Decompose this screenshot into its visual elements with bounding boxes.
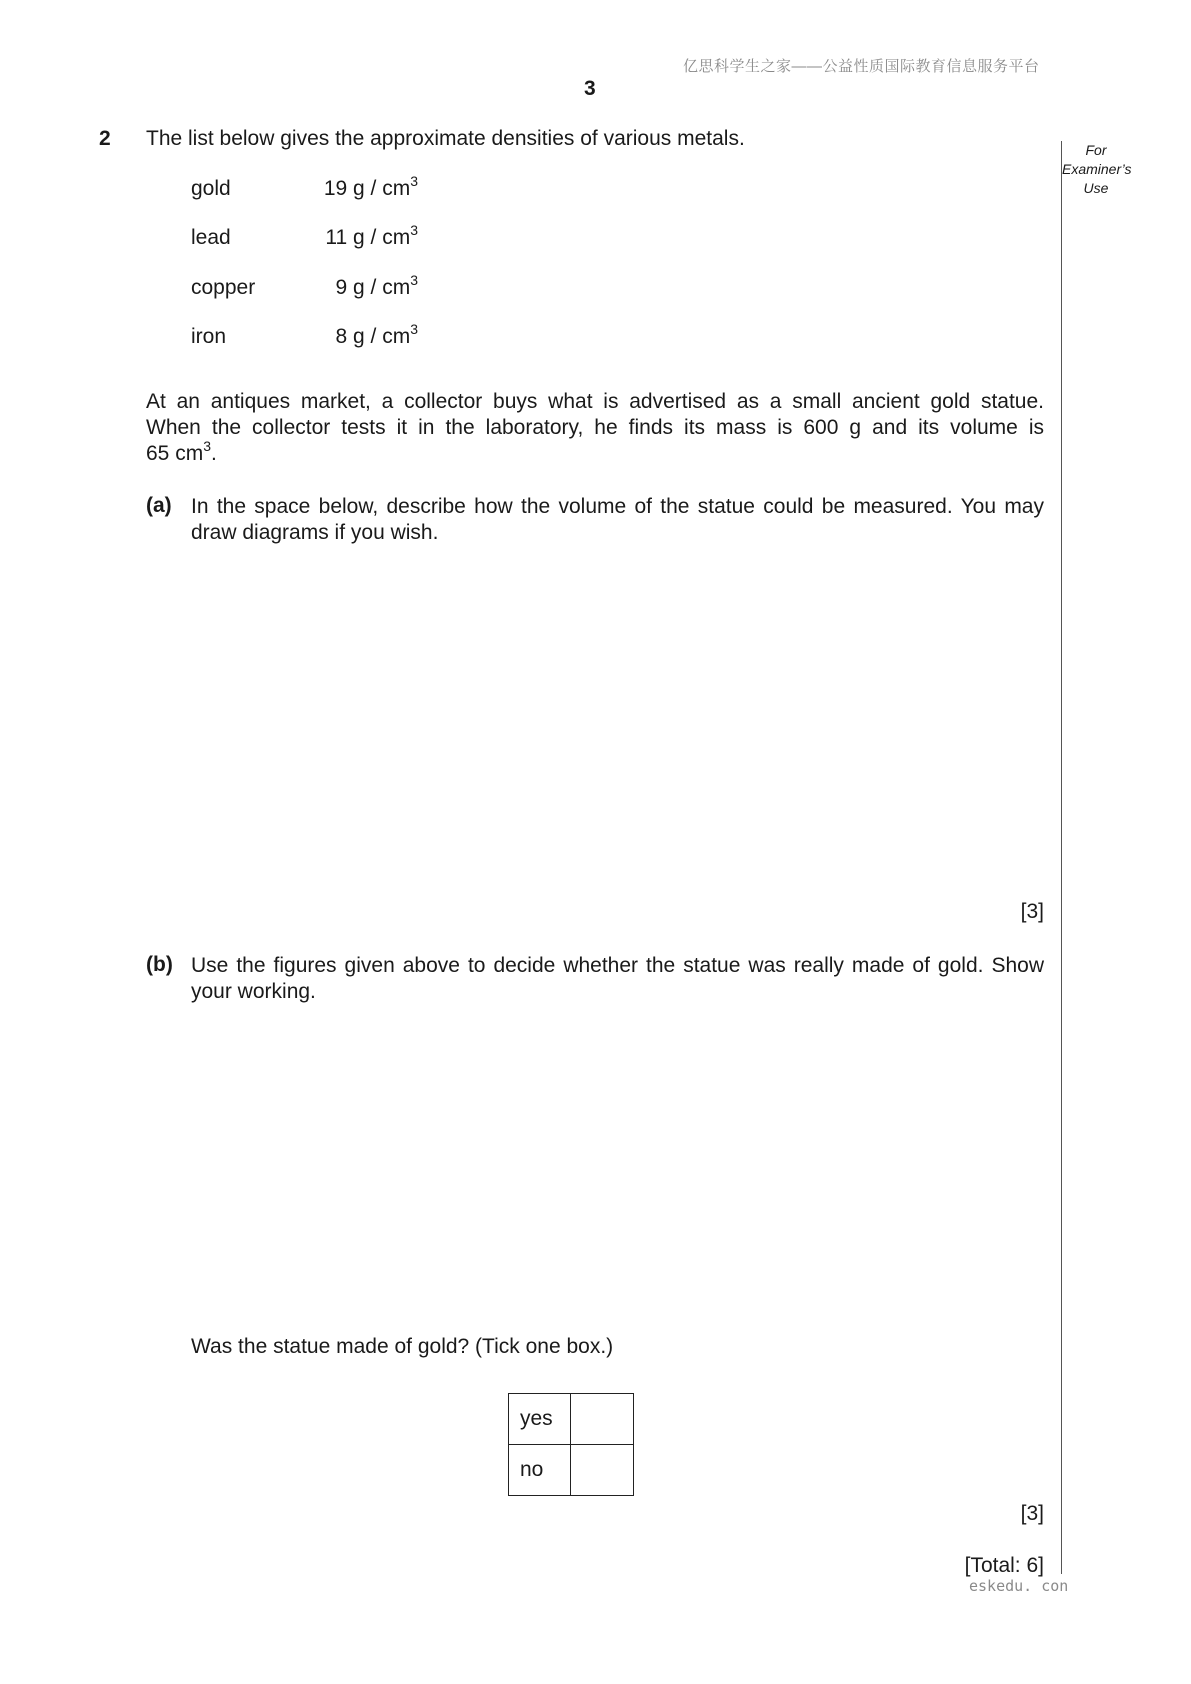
tick-box-table <box>508 1393 634 1496</box>
question-intro: The list below gives the approximate densities of various metals. <box>146 127 745 150</box>
metal-density-gold: 19 g / $cm^3$ <box>323 173 418 200</box>
part-b-marks: [3] <box>1020 1502 1044 1525</box>
part-b-line: Use the figures given above to decide whether the statue was really made of gold. Show <box>191 954 1044 977</box>
footer-watermark: eskedu. con <box>969 1577 1069 1595</box>
metal-name-copper: copper <box>191 276 256 299</box>
metal-name-iron: iron <box>191 325 227 348</box>
tick-box-yes[interactable] <box>571 1394 634 1445</box>
question-number: 2 <box>99 127 111 150</box>
option-no-label: no <box>509 1445 571 1496</box>
tick-box-no[interactable] <box>571 1445 634 1496</box>
header-watermark: 亿思科学生之家——公益性质国际教育信息服务平台 <box>683 58 1040 75</box>
part-b-line: your working. <box>191 980 316 1003</box>
scenario-line: At an antiques market, a collector buys what is advertised as a small ancient gold statue. <box>146 390 1044 413</box>
part-b-label: (b) <box>146 953 173 976</box>
examiner-use-note <box>1062 141 1130 198</box>
scenario-line: 65 $cm^3$. <box>146 438 217 465</box>
scenario-line: When the collector tests it in the laboratory, he finds its mass is 600 g and its volume is <box>146 416 1044 439</box>
part-a-line: In the space below, describe how the volume of the statue could be measured. You may <box>191 495 1044 518</box>
metal-density-iron: 8 g / $cm^3$ <box>335 321 418 348</box>
tick-row-no <box>509 1445 634 1496</box>
scenario-paragraph <box>146 389 1044 467</box>
metal-density-lead: 11 g / $cm^3$ <box>325 222 418 249</box>
option-yes-label: yes <box>509 1394 571 1445</box>
examiner-margin-rule <box>1061 141 1062 1574</box>
examiner-note-line: For <box>1085 142 1107 158</box>
page-number: 3 <box>584 77 596 100</box>
part-a-text <box>191 494 1044 546</box>
part-a-label: (a) <box>146 494 172 517</box>
tick-question: Was the statue made of gold? (Tick one box.) <box>191 1335 614 1358</box>
examiner-note-line: Use <box>1083 180 1109 196</box>
part-a-line: draw diagrams if you wish. <box>191 521 439 544</box>
examiner-note-line: Examiner’s <box>1062 161 1132 177</box>
metal-name-lead: lead <box>191 226 231 249</box>
total-marks: [Total: 6] <box>964 1554 1044 1577</box>
part-b-text <box>191 953 1044 1005</box>
part-a-marks: [3] <box>1020 900 1044 923</box>
metal-name-gold: gold <box>191 177 231 200</box>
tick-row-yes <box>509 1394 634 1445</box>
metal-density-copper: 9 g / $cm^3$ <box>335 272 418 299</box>
